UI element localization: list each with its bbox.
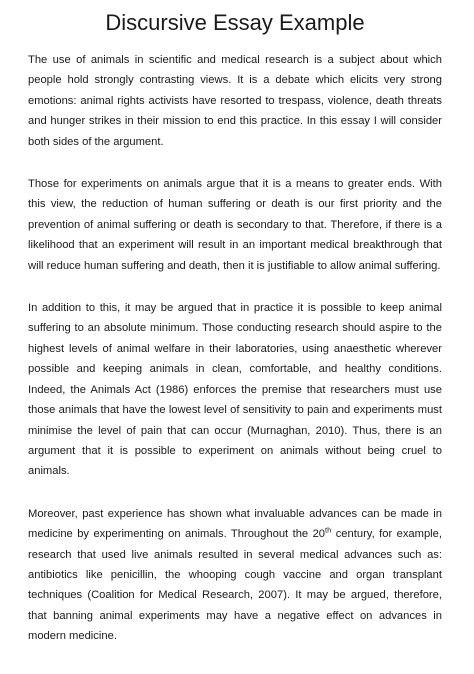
essay-title: Discursive Essay Example xyxy=(105,10,365,35)
paragraph-minimise-suffering: In addition to this, it may be argued that in practice it is possible to keep animal suffering to an absolute minimum. Those conducting research should aspire to the highest levels of animal welfare in their laboratories, using anaesthetic wherever possible and keeping animals in clean, comfortable, and healthy conditions. Indeed, the Animals Act (1986) enforces the premise that researchers must use those animals that have the lowest level of sensitivity to pain and experiments must minimise the level of pain that can occur (Murnaghan, 2010). Thus, there is an argument that it is possible to experiment on animals without being cruel to animals. xyxy=(28,302,442,478)
paragraph-medical-advances-part2: century, for example, research that used live animals resulted in several medical advances such as: antibiotics like penicillin, the whooping cough vaccine and organ transplant techniques (Coalition for Medical Research, 2007). It may be argued, therefore, that banning animal experiments may have a negative effect on advances in modern medicine. xyxy=(28,528,442,643)
paragraph-intro: The use of animals in scientific and medical research is a subject about which people hold strongly contrasting views. It is a debate which elicits very strong emotions: animal rights activists have resorted to trespass, violence, death threats and hunger strikes in their mission to end this practice. In this essay I will consider both sides of the argument. xyxy=(28,54,442,148)
ordinal-suffix: th xyxy=(325,525,332,535)
paragraph-for-argument: Those for experiments on animals argue that it is a means to greater ends. With this view, the reduction of human suffering or death is our first priority and the prevention of animal suffering or death is secondary to that. Therefore, if there is a likelihood that an experiment will result in an important medical breakthrough that will reduce human suffering and death, then it is justifiable to allow animal suffering. xyxy=(28,178,442,272)
paragraph-medical-advances-part1: Moreover, past experience has shown what invaluable advances can be made in medicine by experimenting on animals. Throughout the 20 xyxy=(28,507,442,541)
paragraph-medical-advances xyxy=(28,504,442,647)
